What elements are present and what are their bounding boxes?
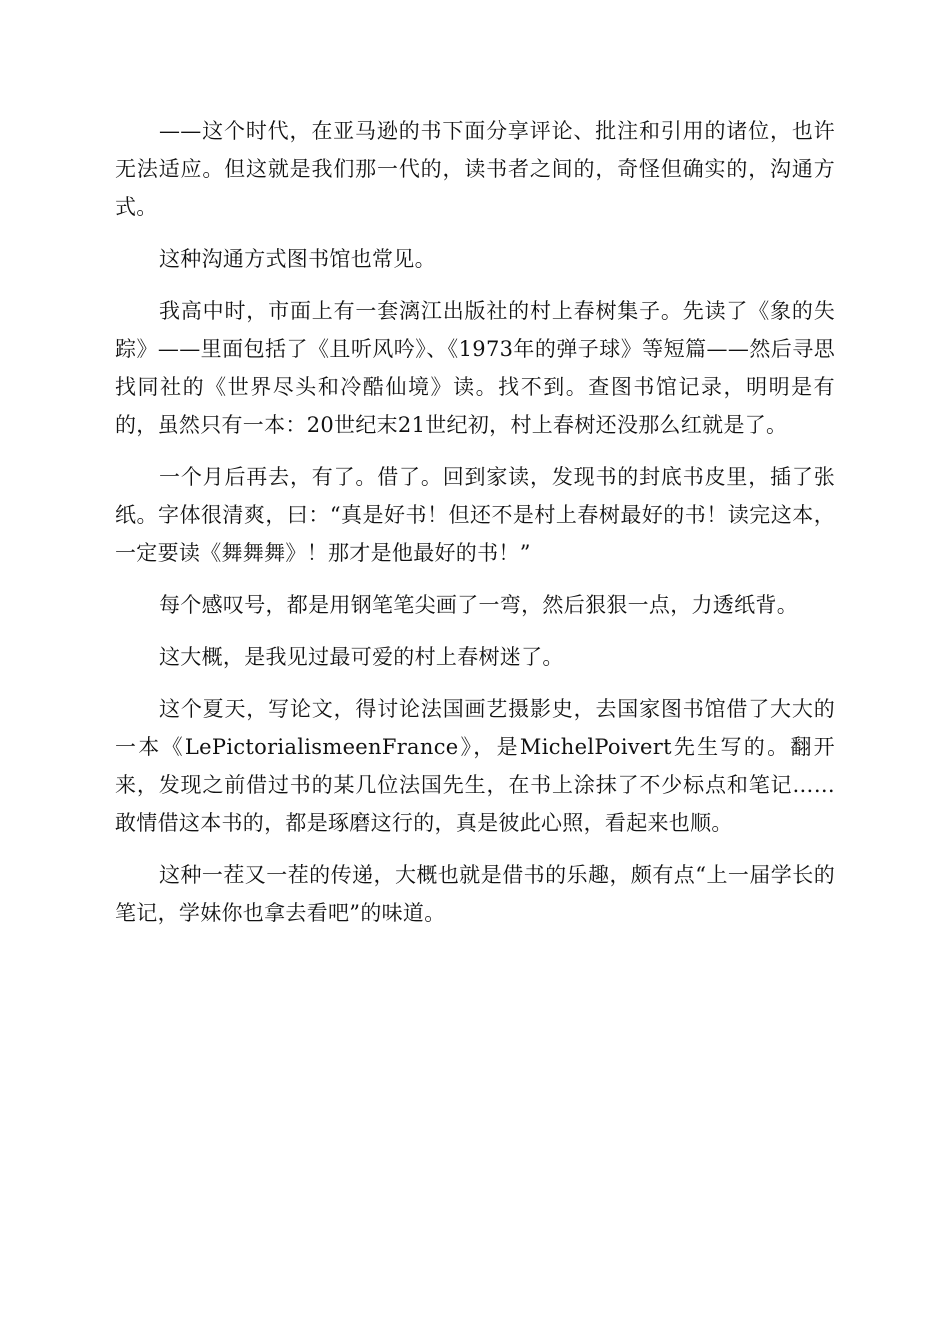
paragraph-6: 这大概，是我见过最可爱的村上春树迷了。 bbox=[159, 645, 564, 669]
paragraph-7: 这个夏天，写论文，得讨论法国画艺摄影史，去国家图书馆借了大大的一本《LePictorialismeenFrance》，是MichelPoivert先生写的。翻开来，发现之前借过书的某几位法国先生，在书上涂抹了不少标点和笔记……敢情借这本书的，都是琢磨这行的，真是彼此心照，看起来也顺。 bbox=[115, 697, 835, 835]
paragraph-3: 我高中时，市面上有一套漓江出版社的村上春树集子。先读了《象的失踪》——里面包括了《且听风吟》、《1973年的弹子球》等短篇——然后寻思找同社的《世界尽头和冷酷仙境》读。找不到。查图书馆记录，明明是有的，虽然只有一本：20世纪末21世纪初，村上春树还没那么红就是了。 bbox=[115, 299, 835, 437]
paragraph-4: 一个月后再去，有了。借了。回到家读，发现书的封底书皮里，插了张纸。字体很清爽，曰：“真是好书！但还不是村上春树最好的书！读完这本，一定要读《舞舞舞》！那才是他最好的书！” bbox=[115, 465, 835, 565]
paragraph-5: 每个感叹号，都是用钢笔笔尖画了一弯，然后狠狠一点，力透纸背。 bbox=[159, 593, 798, 617]
paragraph-1: ——这个时代，在亚马逊的书下面分享评论、批注和引用的诸位，也许无法适应。但这就是我们那一代的，读书者之间的，奇怪但确实的，沟通方式。 bbox=[115, 119, 835, 219]
paragraph-8: 这种一茬又一茬的传递，大概也就是借书的乐趣，颇有点“上一届学长的笔记，学妹你也拿去看吧”的味道。 bbox=[115, 863, 835, 925]
paragraph-2: 这种沟通方式图书馆也常见。 bbox=[159, 247, 436, 271]
document-body bbox=[115, 112, 835, 946]
